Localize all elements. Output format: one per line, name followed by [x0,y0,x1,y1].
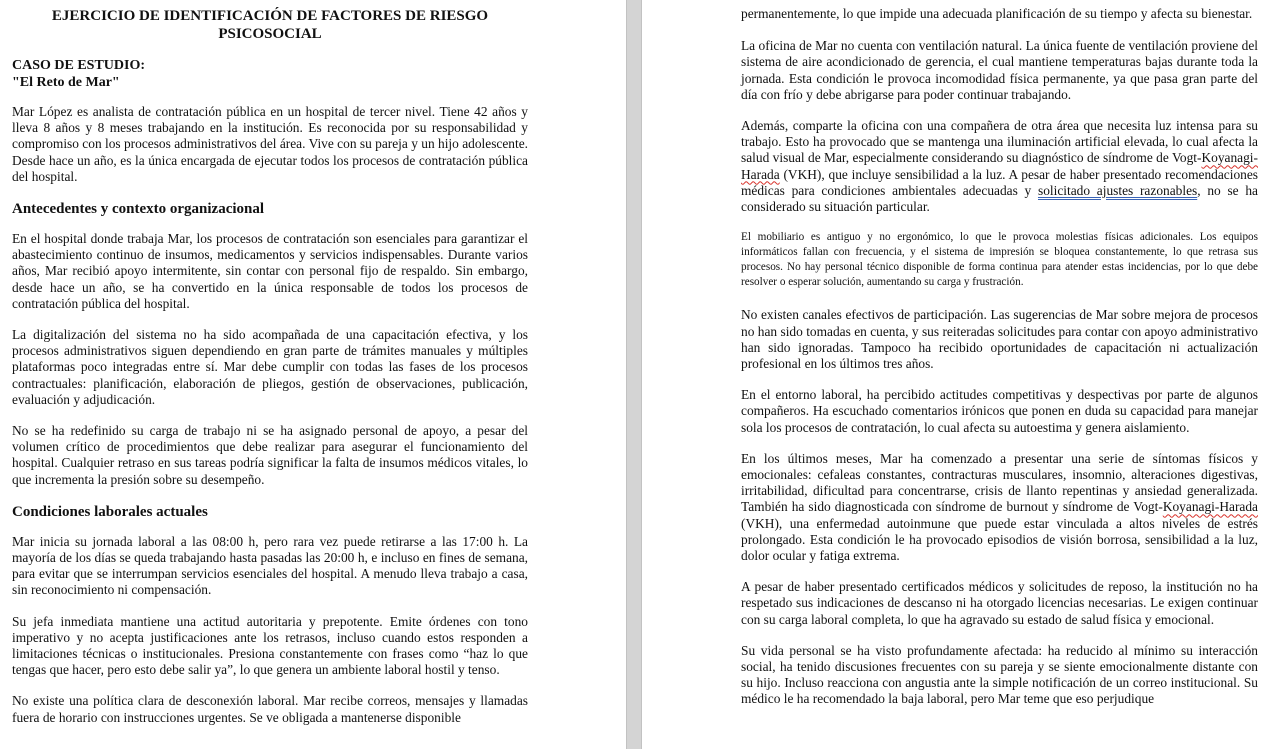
paragraph: Su jefa inmediata mantiene una actitud autoritaria y prepotente. Emite órdenes con tono imperativo y no acepta justificaciones ante los retrasos, incluso cuando estos responden a limitaciones técnicas o institucionales. Presiona constantemente con frases como “haz lo que tengas que hacer, pero esto debe salir ya”, lo que genera un ambiente laboral hostil y tenso. [12,613,528,678]
paragraph: No se ha redefinido su carga de trabajo ni se ha asignado personal de apoyo, a pesar del volumen crítico de procedimientos que debe realizar para asegurar el funcionamiento del hospital. Cualquier retraso en sus tareas podría significar la falta de insumos médicos vitales, lo que incrementa la presión sobre su desempeño. [12,423,528,487]
page-gutter [626,0,642,749]
document-page-left [0,0,626,749]
paragraph: En el hospital donde trabaja Mar, los procesos de contratación son esenciales para garantizar el abastecimiento continuo de insumos, medicamentos y servicios indispensables. Durante varios años, Mar recibió apoyo intermitente, sin contar con personal fijo de respaldo. Sin embargo, desde hace un año, se ha convertido en la única responsable de todos los procesos de contratación pública del hospital. [12,231,528,311]
document-page-right [642,0,1268,749]
paragraph-mobiliario: El mobiliario es antiguo y no ergonómico, lo que le provoca molestias físicas adicionales. Los equipos informáticos fallan con frecuencia, y el sistema de impresión se bloquea constantemente, lo que retrasa sus procesos. No hay personal técnico disponible de forma continua para atender estas incidencias, por lo que debe resolver o esperar solución, aumentando su carga y frustración. [741,231,1258,288]
intro-paragraph: Mar López es analista de contratación pública en un hospital de tercer nivel. Tiene 42 años y lleva 8 años y 8 meses trabajando en la institución. Es reconocida por su responsabilidad y compromiso con los procesos administrativos del área. Vive con su pareja y un hijo adolescente. Desde hace un año, es la única encargada de ejecutar todos los procesos de contratación pública del hospital. [12,104,528,184]
paragraph: Mar inicia su jornada laboral a las 08:00 h, pero rara vez puede retirarse a las 17:00 h. La mayoría de los días se queda trabajando hasta pasadas las 20:00 h, e incluso en fines de semana, para evitar que se interrumpan servicios esenciales del hospital. A menudo lleva trabajo a casa, sin reconocimiento ni compensación. [12,533,528,598]
text-run: Además, comparte la oficina con una compañera de otra área que necesita luz intensa para su trabajo. Esto ha provocado que se mantenga una iluminación artificial elevada, lo cual afecta la salud visual de Mar, especialmente considerando su diagnóstico de síndrome de Vogt- [741,118,1258,166]
section-heading-condiciones: Condiciones laborales actuales [12,503,208,520]
text-run: (VKH), que incluye sensibilidad a la luz. A pesar de haber presentado recomendaciones médicas para condiciones ambientales adecuadas y [741,166,1258,198]
case-study-name: "El Reto de Mar" [12,75,120,90]
paragraph: No existe una política clara de desconexión laboral. Mar recibe correos, mensajes y llamadas fuera de horario con instrucciones urgentes. Se ve obligada a mantenerse disponible [12,693,528,725]
grammar-flagged-phrase[interactable]: solicitado ajustes razonables [1037,182,1198,198]
paragraph-sintomas [741,451,1258,564]
section-heading-antecedentes: Antecedentes y contexto organizacional [12,201,265,218]
spellcheck-flagged-word[interactable]: Koyanagi-Harada [1162,499,1258,515]
continued-paragraph: permanentemente, lo que impide una adecuada planificación de su tiempo y afecta su bienestar. [741,6,1253,21]
paragraph-iluminacion [741,118,1258,215]
paragraph-participacion: No existen canales efectivos de participación. Las sugerencias de Mar sobre mejora de procesos no han sido tomadas en cuenta, y sus reiteradas solicitudes para contar con apoyo administrativo han sido ignoradas. Tampoco ha recibido oportunidades de capacitación ni actualización profesional en los últimos tres años. [741,307,1258,372]
paragraph-certificados: A pesar de haber presentado certificados médicos y solicitudes de reposo, la institución no ha respetado sus indicaciones de descanso ni ha otorgado licencias necesarias. Le exigen continuar con su carga laboral completa, lo que ha agravado su estado de salud física y emocional. [741,579,1258,627]
spellcheck-flagged-word[interactable]: Koyanagi-Harada [741,150,1258,182]
text-run: , no se ha considerado su situación particular. [741,182,1258,215]
paragraph-entorno: En el entorno laboral, ha percibido actitudes competitivas y despectivas por parte de algunos compañeros. Ha escuchado comentarios irónicos que ponen en duda su capacidad para manejar sola los procesos de contratación, lo cual afecta su autoestima y genera aislamiento. [741,387,1258,435]
paragraph-ventilacion: La oficina de Mar no cuenta con ventilación natural. La única fuente de ventilación proviene del sistema de aire acondicionado de gerencia, el cual mantiene temperaturas bajas durante toda la jornada. Esta condición le provoca incomodidad física permanente, ya que pasa gran parte del día con frío y debe abrigarse para poder continuar trabajando. [741,38,1258,102]
document-title: EJERCICIO DE IDENTIFICACIÓN DE FACTORES DE RIESGO PSICOSOCIAL [51,8,489,42]
text-run: En los últimos meses, Mar ha comenzado a presentar una serie de síntomas físicos y emocionales: cefaleas constantes, contracturas musculares, insomnio, alteraciones digestivas, irritabilidad, dificultad para concentrarse, crisis de llanto repentinas y ansiedad generalizada. También ha sido diagnosticada con síndrome de burnout y síndrome de Vogt- [741,450,1258,515]
text-run: (VKH), una enfermedad autoinmune que puede estar vinculada a altos niveles de estrés prolongado. Esta condición le ha provocado episodios de visión borrosa, sensibilidad a la luz, dolor ocular y fatiga extrema. [741,515,1258,564]
paragraph: La digitalización del sistema no ha sido acompañada de una capacitación efectiva, y los procesos administrativos siguen dependiendo en gran parte de trámites manuales y múltiples plataformas poco integradas entre sí. Mar debe cumplir con todas las fases de los procesos contractuales: planificación, elaboración de pliegos, gestión de observaciones, publicación, evaluación y adjudicación. [12,327,528,407]
case-study-label: CASO DE ESTUDIO: [12,58,146,73]
paragraph-vida-personal: Su vida personal se ha visto profundamente afectada: ha reducido al mínimo su interacción social, ha tenido discusiones frecuentes con su pareja y se siente emocionalmente distante con su hijo. Incluso reacciona con angustia ante la simple notificación de un correo institucional. Su médico le ha recomendado la baja laboral, pero Mar teme que eso perjudique [741,642,1258,707]
